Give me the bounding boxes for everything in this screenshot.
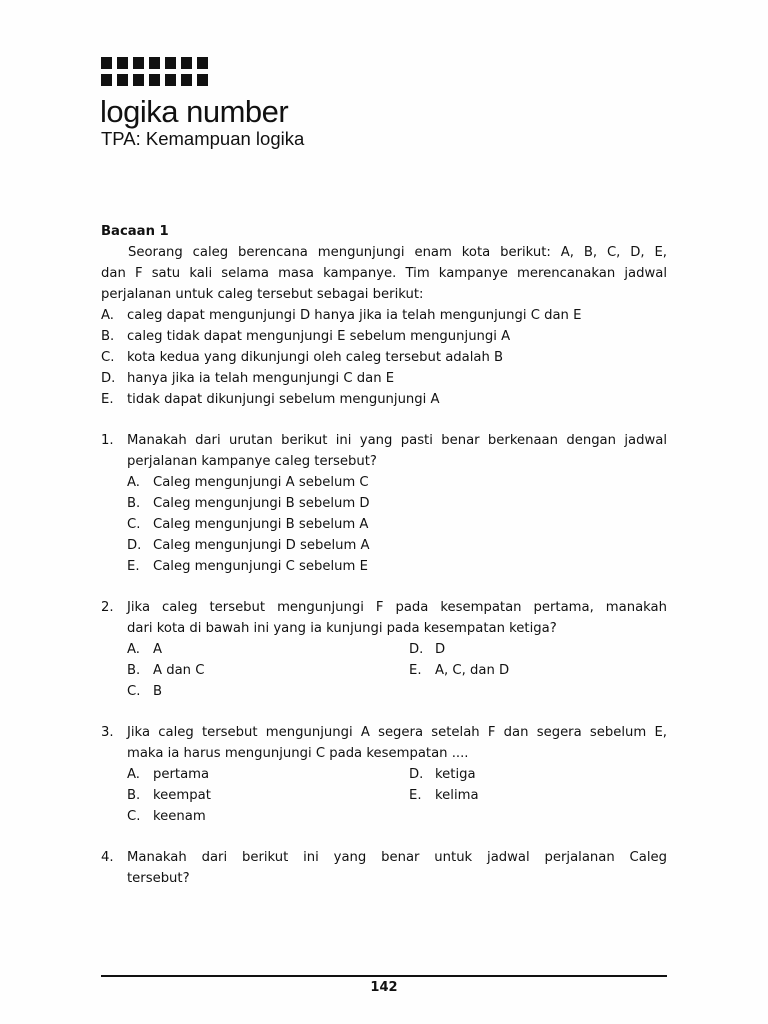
question-text: Manakah dari berikut ini yang benar untuk jadwal perjalanan Caleg [127,850,667,865]
condition-item [101,368,667,389]
option-text: Caleg mengunjungi C sebelum E [153,559,368,574]
option-text: Caleg mengunjungi D sebelum A [153,538,370,553]
page-number: 142 [370,980,398,995]
chapter-title: logika number [100,94,289,129]
chapter-subtitle: TPA: Kemampuan logika [101,128,305,149]
option-item[interactable] [101,556,667,577]
question-1 [101,430,667,451]
passage-intro-line: dan F satu kali selama masa kampanye. Tim kampanye merencanakan jadwal [101,266,667,281]
option-text: D [435,642,446,657]
option-item[interactable] [101,535,667,556]
condition-text: tidak dapat dikunjungi sebelum mengunjungi A [127,392,440,407]
options-grid [101,639,667,702]
option-text: ketiga [435,767,476,782]
option-item[interactable] [409,764,667,785]
option-text: kelima [435,788,479,803]
condition-text: hanya jika ia telah mengunjungi C dan E [127,371,395,386]
option-text: Caleg mengunjungi B sebelum A [153,517,369,532]
question-number: 2. [101,600,114,615]
condition-text: caleg tidak dapat mengunjungi E sebelum mengunjungi A [127,329,511,344]
condition-text: kota kedua yang dikunjungi oleh caleg tersebut adalah B [127,350,504,365]
option-marker: D. [409,642,424,657]
option-marker: D. [409,767,424,782]
question-text: Jika caleg tersebut mengunjungi A segera setelah F dan segera sebelum E, [127,725,667,740]
option-item[interactable] [101,472,667,493]
question-text: tersebut? [127,871,190,886]
question-text: perjalanan kampanye caleg tersebut? [127,454,377,469]
option-item[interactable] [409,785,667,806]
option-item[interactable] [127,639,409,660]
condition-item [101,305,667,326]
condition-marker: C. [101,350,115,365]
question-text: Jika caleg tersebut mengunjungi F pada kesempatan pertama, manakah [127,600,667,615]
condition-item [101,326,667,347]
passage-heading: Bacaan 1 [101,224,169,239]
condition-marker: D. [101,371,116,386]
option-item[interactable] [101,514,667,535]
option-text: A, C, dan D [435,663,510,678]
option-marker: C. [127,517,141,532]
option-item[interactable] [127,806,409,827]
option-marker: C. [127,684,141,699]
option-item[interactable] [127,681,409,702]
condition-item [101,389,667,410]
option-marker: B. [127,663,141,678]
footer-divider [101,975,667,977]
question-3 [101,722,667,743]
option-item[interactable] [101,493,667,514]
option-marker: E. [127,559,140,574]
passage-intro-line: Seorang caleg berencana mengunjungi enam kota berikut: A, B, C, D, E, [128,245,667,260]
option-marker: A. [127,642,140,657]
condition-marker: E. [101,392,114,407]
option-text: keempat [153,788,211,803]
option-marker: E. [409,663,422,678]
option-item[interactable] [409,639,667,660]
condition-item [101,347,667,368]
option-marker: E. [409,788,422,803]
question-number: 3. [101,725,114,740]
option-item[interactable] [127,764,409,785]
option-item[interactable] [409,660,667,681]
question-number: 4. [101,850,114,865]
condition-marker: B. [101,329,115,344]
option-text: pertama [153,767,210,782]
question-2 [101,597,667,618]
question-text: dari kota di bawah ini yang ia kunjungi pada kesempatan ketiga? [127,621,557,636]
question-4 [101,847,667,868]
option-marker: D. [127,538,142,553]
condition-marker: A. [101,308,114,323]
option-text: B [153,684,163,699]
document-body [101,221,667,889]
option-item[interactable] [127,785,409,806]
passage-intro-line: perjalanan untuk caleg tersebut sebagai berikut: [101,287,424,302]
question-text: maka ia harus mengunjungi C pada kesempatan .... [127,746,469,761]
option-text: keenam [153,809,206,824]
question-text: Manakah dari urutan berikut ini yang pasti benar berkenaan dengan jadwal [127,433,667,448]
condition-text: caleg dapat mengunjungi D hanya jika ia telah mengunjungi C dan E [127,308,582,323]
question-number: 1. [101,433,114,448]
option-text: Caleg mengunjungi A sebelum C [153,475,369,490]
option-text: Caleg mengunjungi B sebelum D [153,496,370,511]
option-marker: A. [127,767,140,782]
option-text: A [153,642,163,657]
option-text: A dan C [153,663,205,678]
option-marker: B. [127,496,141,511]
option-item[interactable] [127,660,409,681]
option-marker: A. [127,475,140,490]
options-grid [101,764,667,827]
logo-blocks [101,57,215,91]
option-marker: B. [127,788,141,803]
option-marker: C. [127,809,141,824]
